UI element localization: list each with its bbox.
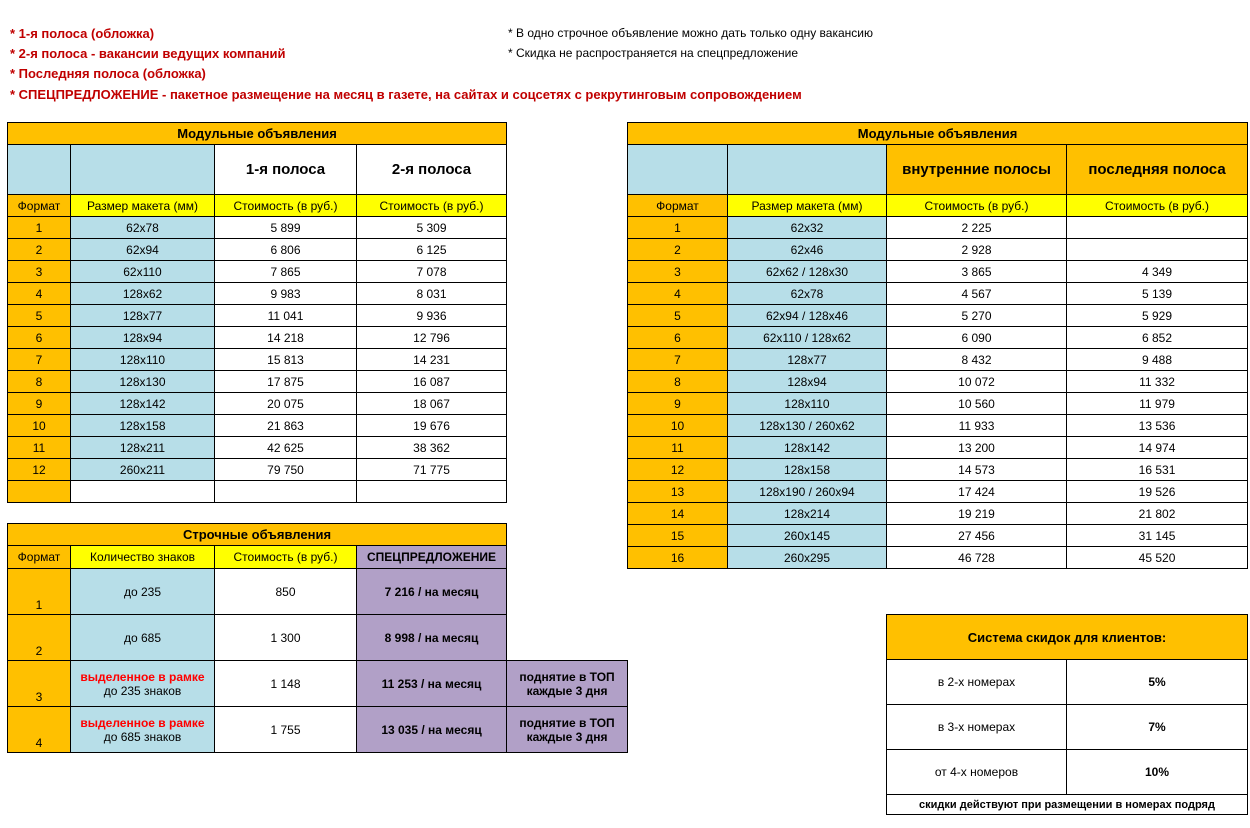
chars-label: до 685 знаков	[103, 729, 182, 744]
table-row	[628, 393, 1248, 415]
format-cell: 6	[628, 327, 728, 349]
chars-cell	[71, 569, 215, 615]
size-cell: 128x94	[728, 371, 887, 393]
price-page2-cell: 38 362	[357, 437, 507, 459]
top-promotion-line2: каждые 3 дня	[526, 729, 608, 744]
price-last-cell: 14 974	[1067, 437, 1248, 459]
size-cell: 62x46	[728, 239, 887, 261]
discount-row	[887, 705, 1248, 750]
header-chars: Количество знаков	[71, 546, 215, 569]
price-last-cell	[1067, 239, 1248, 261]
price-page1-cell: 6 806	[215, 239, 357, 261]
discounts-table	[886, 614, 1248, 815]
table-row	[628, 547, 1248, 569]
price-last-cell: 5 139	[1067, 283, 1248, 305]
size-cell: 260x295	[728, 547, 887, 569]
table-row	[8, 349, 507, 371]
price-inner-cell: 46 728	[887, 547, 1067, 569]
price-inner-cell: 3 865	[887, 261, 1067, 283]
discount-percent-cell: 5%	[1067, 660, 1248, 705]
highlight-label: выделенное в рамке	[80, 715, 205, 730]
discounts-footer: скидки действуют при размещении в номерах подряд	[887, 795, 1248, 815]
table-row	[8, 459, 507, 481]
size-cell: 62x94	[71, 239, 215, 261]
column-group-page2: 2-я полоса	[357, 145, 507, 195]
price-cell: 1 148	[215, 661, 357, 707]
special-offer-cell: 11 253 / на месяц	[357, 661, 507, 707]
price-inner-cell: 8 432	[887, 349, 1067, 371]
size-cell: 128x130 / 260x62	[728, 415, 887, 437]
price-page1-cell: 42 625	[215, 437, 357, 459]
price-page2-cell: 19 676	[357, 415, 507, 437]
format-cell: 11	[8, 437, 71, 459]
special-offer-cell: 13 035 / на месяц	[357, 707, 507, 753]
highlight-label: выделенное в рамке	[80, 669, 205, 684]
format-cell: 1	[8, 217, 71, 239]
price-last-cell: 21 802	[1067, 503, 1248, 525]
format-cell: 9	[628, 393, 728, 415]
format-cell: 3	[8, 661, 71, 707]
discount-row	[887, 660, 1248, 705]
price-cell: 1 755	[215, 707, 357, 753]
header-cost-page1: Стоимость (в руб.)	[215, 195, 357, 217]
format-cell: 5	[628, 305, 728, 327]
special-offer-cell: 7 216 / на месяц	[357, 569, 507, 615]
header-size: Размер макета (мм)	[71, 195, 215, 217]
table-row	[628, 415, 1248, 437]
price-page1-cell: 15 813	[215, 349, 357, 371]
price-last-cell: 13 536	[1067, 415, 1248, 437]
special-offer-cell: 8 998 / на месяц	[357, 615, 507, 661]
header-cost-last: Стоимость (в руб.)	[1067, 195, 1248, 217]
size-cell: 128x110	[728, 393, 887, 415]
price-inner-cell: 5 270	[887, 305, 1067, 327]
price-inner-cell: 10 072	[887, 371, 1067, 393]
size-cell: 128x211	[71, 437, 215, 459]
price-page1-cell: 14 218	[215, 327, 357, 349]
discount-condition-cell: в 3-х номерах	[887, 705, 1067, 750]
price-inner-cell: 2 225	[887, 217, 1067, 239]
note-one-vacancy: * В одно строчное объявление можно дать только одну вакансию	[508, 26, 873, 40]
format-cell: 3	[628, 261, 728, 283]
chars-cell	[71, 707, 215, 753]
size-cell: 128x77	[71, 305, 215, 327]
format-cell: 8	[628, 371, 728, 393]
chars-cell	[71, 661, 215, 707]
table-row	[8, 371, 507, 393]
price-page1-cell: 5 899	[215, 217, 357, 239]
format-cell: 7	[628, 349, 728, 371]
price-page1-cell: 79 750	[215, 459, 357, 481]
size-cell: 62x110 / 128x62	[728, 327, 887, 349]
price-page1-cell: 20 075	[215, 393, 357, 415]
size-cell: 128x130	[71, 371, 215, 393]
top-promotion-line2: каждые 3 дня	[526, 683, 608, 698]
size-cell: 128x110	[71, 349, 215, 371]
price-inner-cell: 13 200	[887, 437, 1067, 459]
price-inner-cell: 19 219	[887, 503, 1067, 525]
table-row	[628, 349, 1248, 371]
table-title: Строчные объявления	[8, 524, 507, 546]
table-row	[628, 371, 1248, 393]
size-cell: 128x214	[728, 503, 887, 525]
format-cell: 14	[628, 503, 728, 525]
column-group-page1: 1-я полоса	[215, 145, 357, 195]
table-row	[8, 615, 628, 661]
header-format: Формат	[628, 195, 728, 217]
size-cell: 62x78	[71, 217, 215, 239]
price-page2-cell: 6 125	[357, 239, 507, 261]
format-cell: 2	[628, 239, 728, 261]
discounts-title: Система скидок для клиентов:	[887, 615, 1248, 660]
format-cell: 9	[8, 393, 71, 415]
modular-ads-table-front	[7, 122, 507, 503]
header-format: Формат	[8, 195, 71, 217]
size-cell: 128x142	[71, 393, 215, 415]
table-row	[8, 239, 507, 261]
table-row	[628, 481, 1248, 503]
size-cell: 260x211	[71, 459, 215, 481]
format-cell: 7	[8, 349, 71, 371]
column-group-last-page: последняя полоса	[1067, 145, 1248, 195]
price-last-cell: 45 520	[1067, 547, 1248, 569]
format-cell: 1	[628, 217, 728, 239]
table-row	[628, 217, 1248, 239]
table-row	[628, 305, 1248, 327]
modular-ads-table-inner	[627, 122, 1248, 569]
format-cell: 1	[8, 569, 71, 615]
header-size: Размер макета (мм)	[728, 195, 887, 217]
size-cell: 128x94	[71, 327, 215, 349]
header-special-offer: СПЕЦПРЕДЛОЖЕНИЕ	[357, 546, 507, 569]
size-cell: 128x158	[728, 459, 887, 481]
size-cell: 62x78	[728, 283, 887, 305]
top-promotion-cell	[507, 661, 628, 707]
price-page1-cell: 11 041	[215, 305, 357, 327]
table-title: Модульные объявления	[8, 123, 507, 145]
note-front-cover: * 1-я полоса (обложка)	[10, 26, 155, 41]
table-title: Модульные объявления	[628, 123, 1248, 145]
format-cell: 10	[628, 415, 728, 437]
table-row	[628, 261, 1248, 283]
format-cell: 16	[628, 547, 728, 569]
price-page1-cell: 17 875	[215, 371, 357, 393]
format-cell: 5	[8, 305, 71, 327]
note-discount-exclusion: * Скидка не распространяется на спецпредложение	[508, 46, 799, 60]
table-row	[8, 217, 507, 239]
price-last-cell: 11 332	[1067, 371, 1248, 393]
price-page2-cell: 71 775	[357, 459, 507, 481]
price-page2-cell: 7 078	[357, 261, 507, 283]
discount-condition-cell: в 2-х номерах	[887, 660, 1067, 705]
discount-condition-cell: от 4-х номеров	[887, 750, 1067, 795]
format-cell: 8	[8, 371, 71, 393]
price-page1-cell: 7 865	[215, 261, 357, 283]
format-cell: 2	[8, 239, 71, 261]
price-inner-cell: 27 456	[887, 525, 1067, 547]
header-format: Формат	[8, 546, 71, 569]
price-page2-cell: 16 087	[357, 371, 507, 393]
format-cell: 2	[8, 615, 71, 661]
table-row	[628, 239, 1248, 261]
price-inner-cell: 14 573	[887, 459, 1067, 481]
format-cell: 12	[628, 459, 728, 481]
price-cell: 1 300	[215, 615, 357, 661]
price-page2-cell: 12 796	[357, 327, 507, 349]
format-cell: 15	[628, 525, 728, 547]
size-cell: 128x62	[71, 283, 215, 305]
price-inner-cell: 6 090	[887, 327, 1067, 349]
price-cell: 850	[215, 569, 357, 615]
table-row	[8, 393, 507, 415]
price-last-cell: 31 145	[1067, 525, 1248, 547]
size-cell: 62x62 / 128x30	[728, 261, 887, 283]
price-last-cell	[1067, 217, 1248, 239]
price-page2-cell: 14 231	[357, 349, 507, 371]
table-row	[628, 327, 1248, 349]
table-row	[8, 305, 507, 327]
line-ads-table	[7, 523, 628, 753]
table-row	[8, 327, 507, 349]
header-cost: Стоимость (в руб.)	[215, 546, 357, 569]
chars-cell	[71, 615, 215, 661]
format-cell: 6	[8, 327, 71, 349]
price-page2-cell: 9 936	[357, 305, 507, 327]
size-cell: 62x110	[71, 261, 215, 283]
note-second-page: * 2-я полоса - вакансии ведущих компаний	[10, 46, 286, 61]
price-inner-cell: 11 933	[887, 415, 1067, 437]
top-promotion-line1: поднятие в ТОП	[519, 715, 615, 730]
table-row	[8, 283, 507, 305]
price-last-cell: 5 929	[1067, 305, 1248, 327]
format-cell: 11	[628, 437, 728, 459]
table-row	[8, 661, 628, 707]
price-inner-cell: 4 567	[887, 283, 1067, 305]
price-last-cell: 6 852	[1067, 327, 1248, 349]
table-row	[628, 437, 1248, 459]
table-row	[8, 569, 628, 615]
size-cell: 128x190 / 260x94	[728, 481, 887, 503]
price-page1-cell: 21 863	[215, 415, 357, 437]
size-cell: 128x158	[71, 415, 215, 437]
table-row	[8, 707, 628, 753]
table-row	[8, 261, 507, 283]
price-inner-cell: 17 424	[887, 481, 1067, 503]
price-last-cell: 4 349	[1067, 261, 1248, 283]
price-last-cell: 11 979	[1067, 393, 1248, 415]
size-cell: 260x145	[728, 525, 887, 547]
price-page1-cell: 9 983	[215, 283, 357, 305]
size-cell: 62x94 / 128x46	[728, 305, 887, 327]
format-cell: 13	[628, 481, 728, 503]
table-row	[628, 525, 1248, 547]
price-inner-cell: 2 928	[887, 239, 1067, 261]
chars-label: до 235 знаков	[103, 683, 182, 698]
price-page2-cell: 18 067	[357, 393, 507, 415]
table-row	[8, 437, 507, 459]
chars-label: до 685	[123, 630, 162, 645]
chars-label: до 235	[123, 584, 162, 599]
price-last-cell: 19 526	[1067, 481, 1248, 503]
header-cost-page2: Стоимость (в руб.)	[357, 195, 507, 217]
price-page2-cell: 5 309	[357, 217, 507, 239]
table-row	[628, 503, 1248, 525]
column-group-inner-pages: внутренние полосы	[887, 145, 1067, 195]
format-cell: 10	[8, 415, 71, 437]
format-cell: 3	[8, 261, 71, 283]
table-row	[628, 283, 1248, 305]
table-row	[628, 459, 1248, 481]
table-row	[8, 415, 507, 437]
size-cell: 128x142	[728, 437, 887, 459]
price-last-cell: 9 488	[1067, 349, 1248, 371]
format-cell: 12	[8, 459, 71, 481]
size-cell: 128x77	[728, 349, 887, 371]
top-promotion-cell	[507, 707, 628, 753]
size-cell: 62x32	[728, 217, 887, 239]
price-last-cell: 16 531	[1067, 459, 1248, 481]
discount-percent-cell: 10%	[1067, 750, 1248, 795]
top-promotion-line1: поднятие в ТОП	[519, 669, 615, 684]
discount-percent-cell: 7%	[1067, 705, 1248, 750]
price-page2-cell: 8 031	[357, 283, 507, 305]
format-cell: 4	[8, 707, 71, 753]
price-inner-cell: 10 560	[887, 393, 1067, 415]
format-cell: 4	[628, 283, 728, 305]
format-cell: 4	[8, 283, 71, 305]
discount-row	[887, 750, 1248, 795]
note-special-offer: * СПЕЦПРЕДЛОЖЕНИЕ - пакетное размещение на месяц в газете, на сайтах и соцсетях с рекрутинговым сопровождением	[10, 87, 802, 102]
note-last-page: * Последняя полоса (обложка)	[10, 66, 206, 81]
header-cost-inner: Стоимость (в руб.)	[887, 195, 1067, 217]
